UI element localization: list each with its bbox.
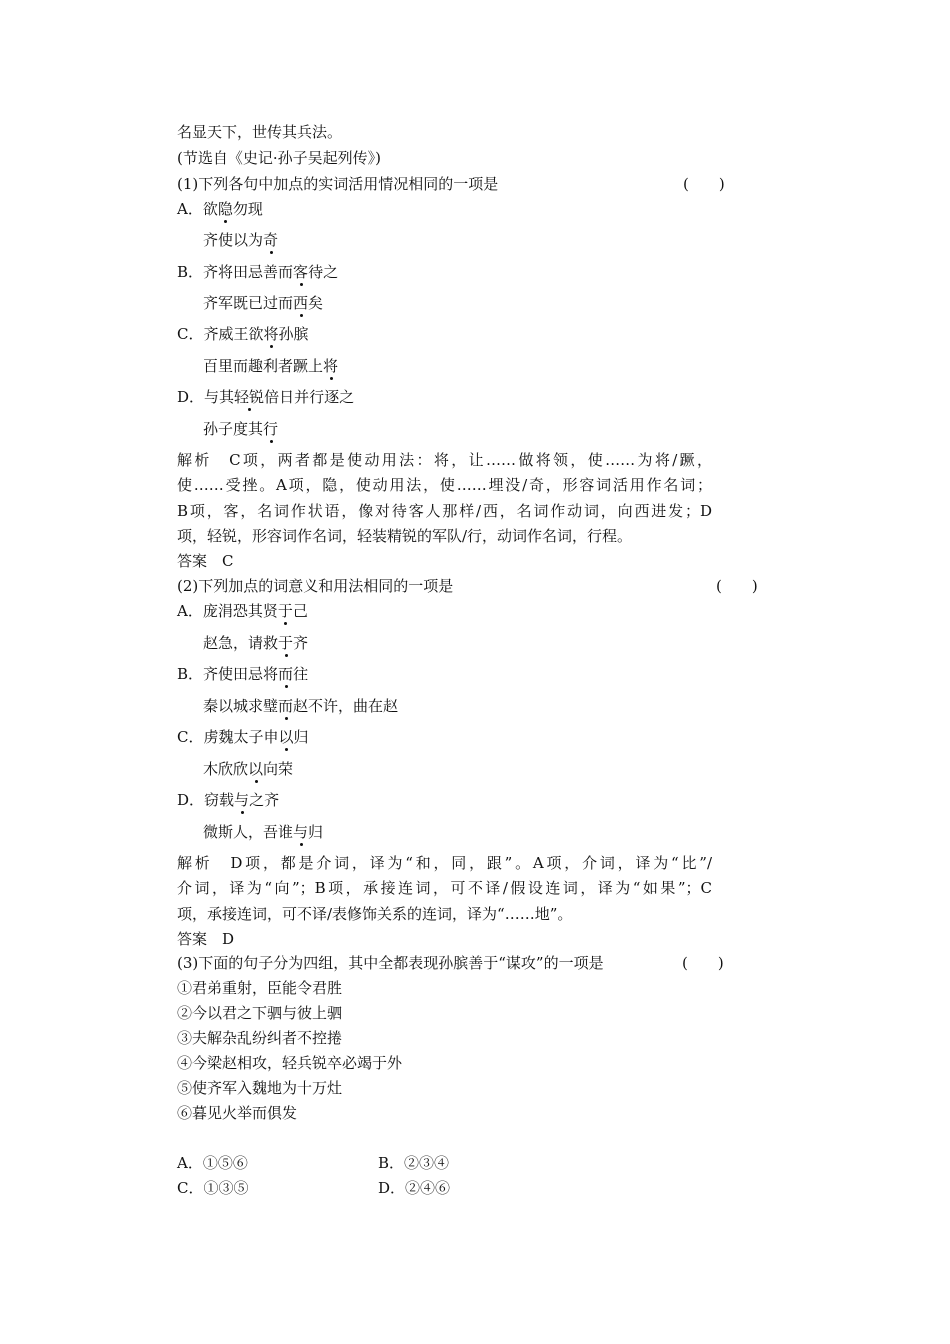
q1-option-a-sentence-2: 齐使以为奇 — [203, 231, 279, 249]
q1-analysis-line: 项，轻锐，形容词作名词，轻装精锐的军队/行，动词作名词，行程。 — [177, 527, 633, 545]
option-label: B． — [177, 263, 204, 281]
q2-option-a-sentence-2: 赵急，请救于齐 — [203, 634, 309, 652]
dotted-word: 将 — [263, 325, 279, 343]
source-citation: (节选自《史记·孙子吴起列传》) — [177, 149, 381, 167]
dotted-word: 西 — [293, 294, 309, 312]
q1-answer-blank: ( ) — [683, 175, 725, 193]
q1-option-a: A．欲隐勿现 — [177, 200, 263, 218]
q3-sentence-item: ③夫解杂乱纷纠者不控捲 — [177, 1029, 343, 1047]
q3-stem: (3)下面的句子分为四组，其中全都表现孙膑善于“谋攻”的一项是 — [177, 954, 604, 972]
q2-option-a: A．庞涓恐其贤于己 — [177, 602, 308, 620]
q2-analysis-line: 项，承接连词，可不译/表修饰关系的连词，译为“……地”。 — [177, 905, 573, 923]
dotted-word: 奇 — [263, 231, 279, 249]
q3-sentence-item: ⑥暮见火举而俱发 — [177, 1104, 298, 1122]
q1-option-b-sentence-2: 齐军既已过而西矣 — [203, 294, 324, 312]
q2-option-c-sentence-2: 木欣欣以向荣 — [203, 760, 294, 778]
q2-answer: 答案 D — [177, 930, 235, 948]
q1-analysis-line: 使……受挫。A项，隐，使动用法，使……埋没/奇，形容词活用作名词； — [177, 476, 712, 494]
q2-option-c: C．虏魏太子申以归 — [177, 728, 309, 746]
option-label: C． — [177, 325, 204, 343]
q1-option-d: D．与其轻锐倍日并行逐之 — [177, 388, 355, 406]
q2-analysis-line: 解析 D项，都是介词，译为“和，同，跟”。A项，介词，译为“比”/ — [177, 854, 712, 872]
q3-option-c: C．①③⑤ — [177, 1179, 249, 1197]
q1-analysis-line: 解析 C项，两者都是使动用法：将，让……做将领，使……为将/蹶， — [177, 451, 712, 469]
q2-analysis-line: 介词，译为“向”；B项，承接连词，可不译/假设连词，译为“如果”；C — [177, 879, 712, 897]
q3-sentence-item: ②今以君之下驷与彼上驷 — [177, 1004, 343, 1022]
dotted-word: 轻锐 — [234, 388, 265, 406]
q3-option-b: B．②③④ — [378, 1154, 450, 1172]
dotted-word: 而 — [278, 665, 294, 683]
dotted-word: 以 — [278, 728, 294, 746]
q2-answer-blank: ( ) — [716, 577, 758, 595]
dotted-word: 于 — [277, 602, 293, 620]
q2-option-d: D．窃载与之齐 — [177, 791, 280, 809]
q3-sentence-item: ①君弟重射，臣能令君胜 — [177, 979, 343, 997]
q1-option-c-sentence-2: 百里而趣利者蹶上将 — [203, 357, 339, 375]
q1-option-b: B．齐将田忌善而客待之 — [177, 263, 339, 281]
q1-option-d-sentence-2: 孙子度其行 — [203, 420, 279, 438]
q1-option-c: C．齐威王欲将孙膑 — [177, 325, 309, 343]
dotted-word: 以 — [248, 760, 264, 778]
q2-option-b-sentence-2: 秦以城求璧而赵不许，曲在赵 — [203, 697, 399, 715]
dotted-word: 隐 — [217, 200, 233, 218]
dotted-word: 与 — [234, 791, 250, 809]
q1-analysis-line: B项，客，名词作状语，像对待客人那样/西，名词作动词，向西进发；D — [177, 502, 712, 520]
dotted-word: 与 — [293, 823, 309, 841]
q3-answer-blank: ( ) — [682, 954, 724, 972]
option-label: D． — [177, 388, 205, 406]
q2-option-d-sentence-2: 微斯人，吾谁与归 — [203, 823, 324, 841]
passage-ending: 名显天下，世传其兵法。 — [177, 123, 343, 141]
option-label: A． — [177, 602, 203, 620]
q3-sentence-item: ⑤使齐军入魏地为十万灶 — [177, 1079, 343, 1097]
q3-option-a: A．①⑤⑥ — [177, 1154, 248, 1172]
q3-option-d: D．②④⑥ — [378, 1179, 451, 1197]
q1-answer: 答案 C — [177, 552, 234, 570]
option-label: B． — [177, 665, 204, 683]
dotted-word: 将 — [323, 357, 339, 375]
q1-stem: (1)下列各句中加点的实词活用情况相同的一项是 — [177, 175, 499, 193]
option-label: C． — [177, 728, 204, 746]
q2-option-b: B．齐使田忌将而往 — [177, 665, 309, 683]
dotted-word: 于 — [278, 634, 294, 652]
q2-stem: (2)下列加点的词意义和用法相同的一项是 — [177, 577, 454, 595]
dotted-word: 行 — [263, 420, 279, 438]
q3-sentence-item: ④今梁赵相攻，轻兵锐卒必竭于外 — [177, 1054, 403, 1072]
dotted-word: 而 — [278, 697, 294, 715]
option-label: A． — [177, 200, 203, 218]
option-label: D． — [177, 791, 205, 809]
dotted-word: 客 — [293, 263, 309, 281]
